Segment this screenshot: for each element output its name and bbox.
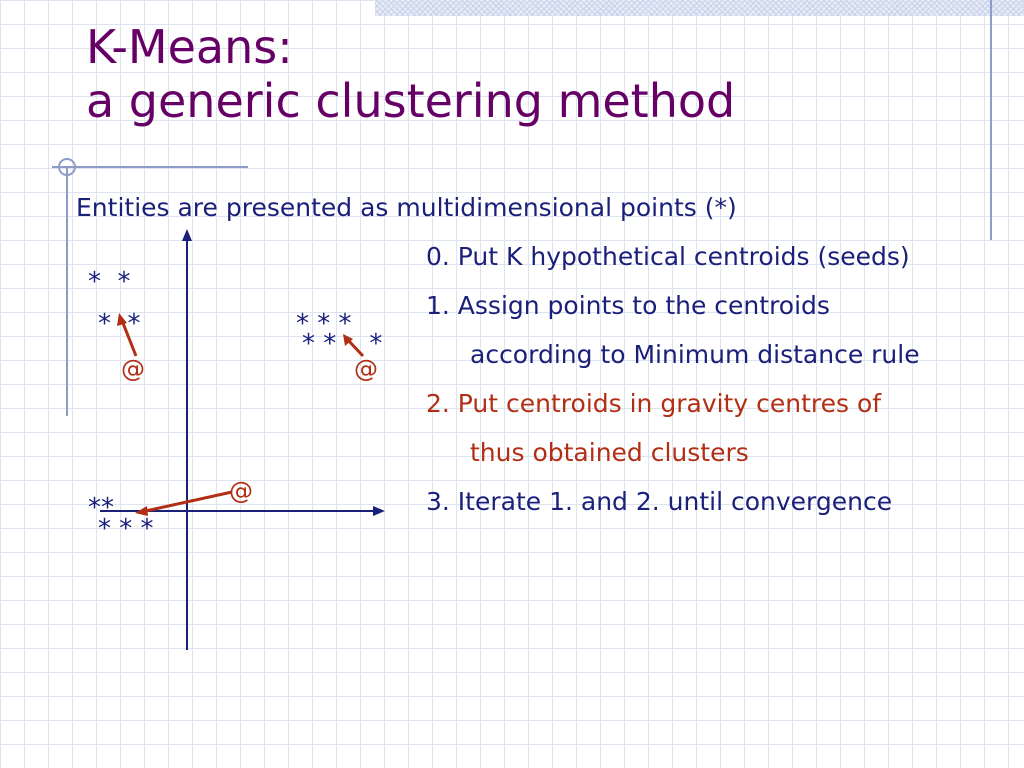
title-line-1: K-Means: [86, 20, 293, 74]
x-axis-arrowhead [373, 506, 385, 516]
cluster-1-points-row-2: * * [98, 309, 141, 339]
intro-text: Entities are presented as multidimensional points (*) [76, 193, 737, 222]
centroid-2: @ [354, 355, 378, 383]
y-axis-arrowhead [182, 229, 192, 241]
cluster-2-points-row-1: * * * [296, 309, 352, 339]
cluster-3-points-row-1: ** [88, 493, 114, 523]
centroid-1: @ [121, 355, 145, 383]
step-2-line-1: 2. Put centroids in gravity centres of [426, 389, 882, 418]
cluster-3-points-row-2: * * * [98, 514, 154, 544]
title-line-2: a generic clustering method [86, 74, 736, 128]
cluster-2-points-row-2: * * * [302, 329, 383, 359]
step-1-line-2: according to Minimum distance rule [470, 340, 920, 369]
step-2-line-2: thus obtained clusters [470, 438, 749, 467]
step-0: 0. Put K hypothetical centroids (seeds) [426, 242, 910, 271]
step-3: 3. Iterate 1. and 2. until convergence [426, 487, 893, 516]
step-1-line-1: 1. Assign points to the centroids [426, 291, 830, 320]
centroid-3: @ [229, 477, 253, 505]
cluster-1-points-row-1: * * [88, 267, 131, 297]
